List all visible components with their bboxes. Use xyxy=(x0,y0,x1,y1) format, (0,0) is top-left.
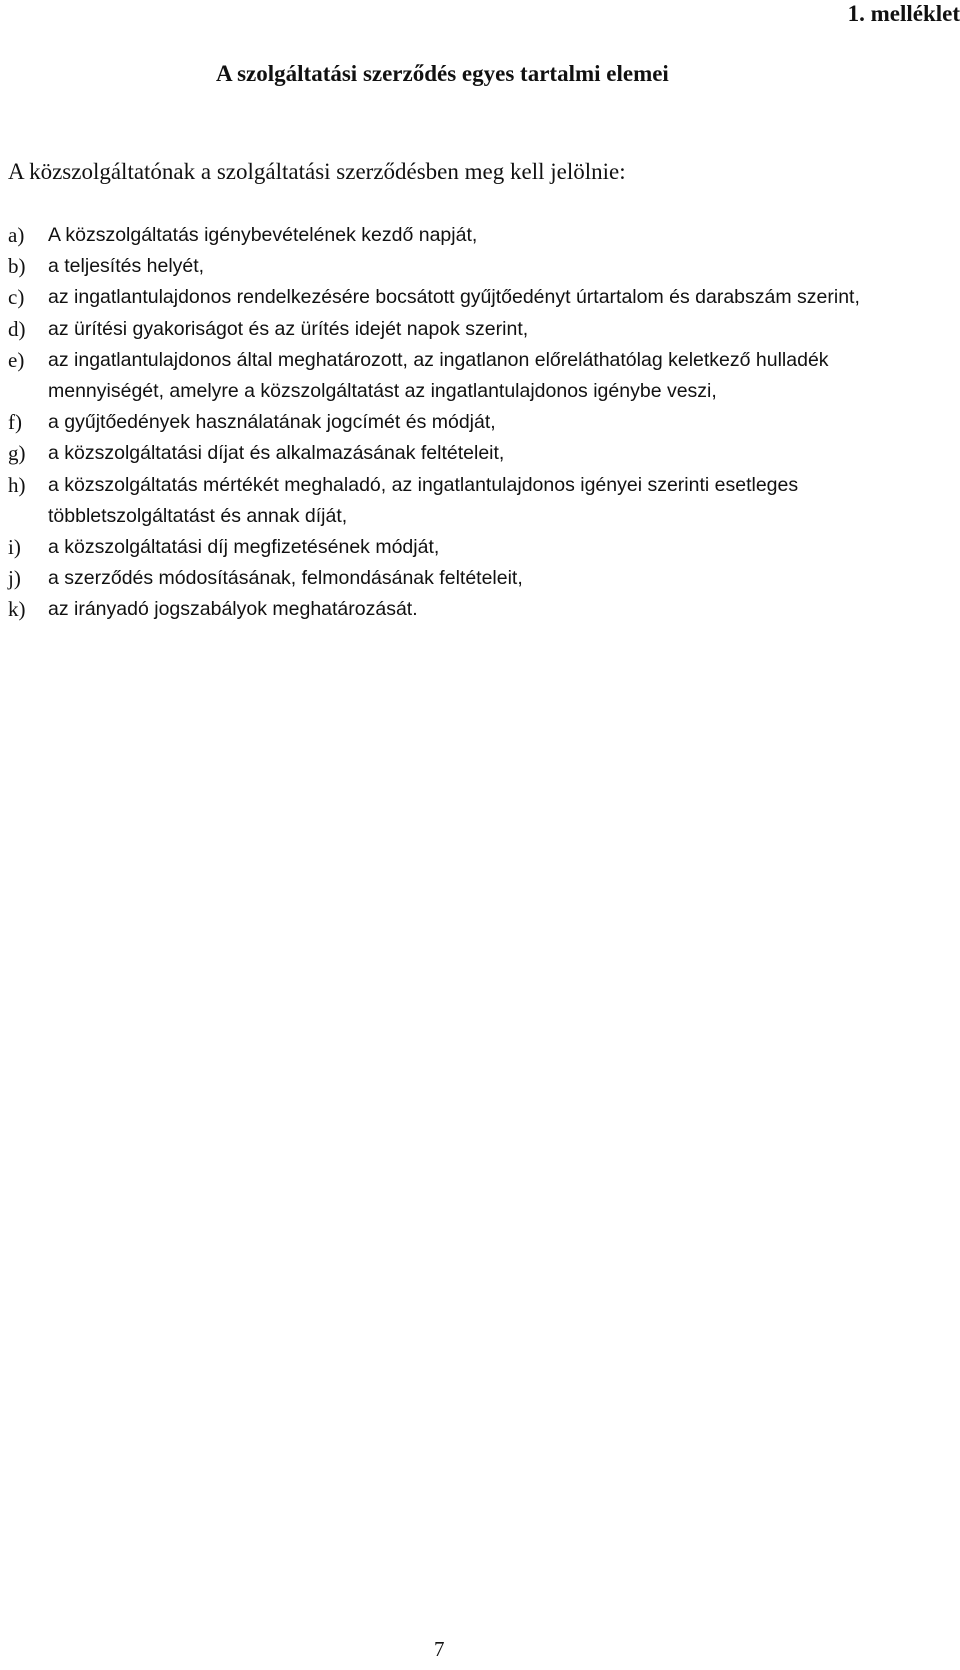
list-marker: k) xyxy=(8,597,26,622)
list-item-h xyxy=(8,470,938,532)
list-item-f xyxy=(8,407,938,438)
list-item-text: az ingatlantulajdonos által meghatározott, az ingatlanon előreláthatólag keletkező hulladék mennyiségét, amelyre a közszolgáltatást az ingatlantulajdonos igénybe veszi, xyxy=(48,348,829,403)
list-item-text: a szerződés módosításának, felmondásának feltételeit, xyxy=(48,567,523,590)
requirements-list xyxy=(8,220,938,626)
list-item-e xyxy=(8,345,938,407)
list-item-c xyxy=(8,282,938,313)
list-item-g xyxy=(8,438,938,469)
intro-text: A közszolgáltatónak a szolgáltatási szerződésben meg kell jelölnie: xyxy=(8,159,626,184)
list-item-text: a közszolgáltatási díj megfizetésének módját, xyxy=(48,536,440,559)
list-item-text: A közszolgáltatás igénybevételének kezdő napját, xyxy=(48,224,478,246)
list-item-b xyxy=(8,251,938,282)
list-marker: j) xyxy=(8,566,21,591)
list-marker: h) xyxy=(8,472,26,497)
list-item-k xyxy=(8,594,938,625)
list-item-d xyxy=(8,314,938,345)
list-marker: i) xyxy=(8,535,21,560)
list-item-text: az ürítési gyakoriságot és az ürítés idejét napok szerint, xyxy=(48,317,529,340)
list-item-text: az ingatlantulajdonos rendelkezésére bocsátott gyűjtőedényt úrtartalom és darabszám szerint, xyxy=(48,286,860,309)
list-item-text: a teljesítés helyét, xyxy=(48,255,205,278)
list-marker: e) xyxy=(8,347,25,372)
annex-label: 1. melléklet xyxy=(847,1,960,26)
list-item-text: a közszolgáltatás mértékét meghaladó, az ingatlantulajdonos igényei szerinti esetleges többletszolgáltatást és annak díját, xyxy=(48,473,799,527)
list-item-text: a gyűjtőedények használatának jogcímét és módját, xyxy=(48,411,496,434)
list-marker: f) xyxy=(8,410,22,435)
list-item-text: a közszolgáltatási díjat és alkalmazásának feltételeit, xyxy=(48,442,505,465)
list-marker: c) xyxy=(8,285,25,310)
list-marker: g) xyxy=(8,441,26,466)
list-item-j xyxy=(8,563,938,594)
list-marker: a) xyxy=(8,223,25,247)
list-marker: b) xyxy=(8,254,26,279)
list-item-text: az irányadó jogszabályok meghatározását. xyxy=(48,598,418,621)
document-title: A szolgáltatási szerződés egyes tartalmi elemei xyxy=(216,61,669,86)
list-item-i xyxy=(8,532,938,563)
page-number: 7 xyxy=(434,1637,445,1661)
list-marker: d) xyxy=(8,316,26,341)
list-item-a xyxy=(8,220,938,251)
